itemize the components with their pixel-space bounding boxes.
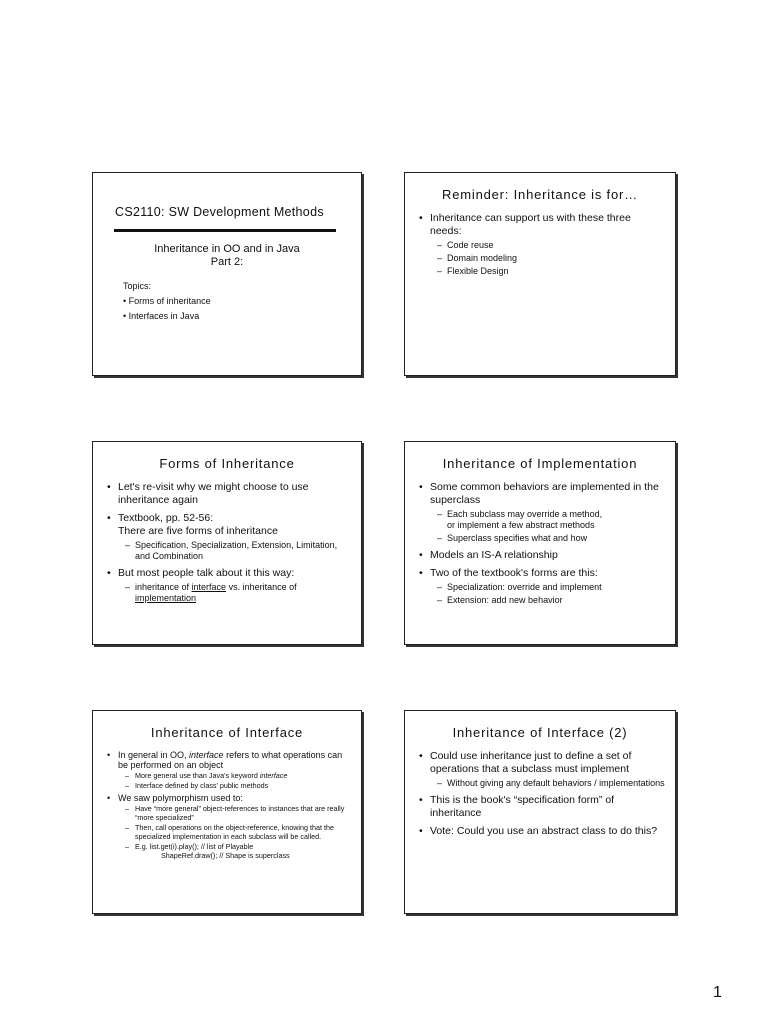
slide-6 bbox=[404, 710, 676, 914]
sub-bullet-item: – Have “more general” object-references to instances that are really “more specialized” bbox=[125, 804, 345, 822]
bullet-item: • Inheritance can support us with these three needs: bbox=[419, 212, 665, 238]
bullet-list bbox=[419, 481, 665, 606]
topics-list bbox=[123, 279, 361, 324]
slide-title: Inheritance of Implementation bbox=[442, 456, 638, 471]
title-rule bbox=[114, 229, 336, 232]
topics-label: Topics: bbox=[123, 281, 152, 291]
bullet-list bbox=[107, 481, 351, 604]
slide-title: Inheritance of Interface bbox=[150, 725, 304, 740]
sub-bullet-item: – Then, call operations on the object-reference, knowing that the specialized implementation in each subclass will be called. bbox=[125, 823, 334, 841]
sub-bullet-item: – inheritance of interface vs. inheritance of implementation bbox=[125, 582, 297, 603]
sub-bullet-item: – Flexible Design bbox=[437, 266, 509, 276]
slide-2 bbox=[404, 172, 676, 376]
slide-title: Forms of Inheritance bbox=[159, 456, 295, 471]
bullet-item: • Some common behaviors are implemented in the superclass bbox=[419, 481, 665, 507]
slide-subtitle: Inheritance in OO and in Java Part 2: bbox=[154, 243, 300, 268]
topic-item: • Forms of inheritance bbox=[123, 296, 211, 306]
bullet-item: • Models an IS-A relationship bbox=[419, 549, 665, 562]
sub-bullet-item: – Code reuse bbox=[437, 240, 494, 250]
slide-title: Inheritance of Interface (2) bbox=[452, 725, 628, 740]
sub-bullet-item: – Domain modeling bbox=[437, 253, 518, 263]
sub-bullet-item: – Specialization: override and implement bbox=[437, 582, 602, 592]
sub-bullet-item: – Interface defined by class' public methods bbox=[125, 781, 269, 790]
bullet-item: • Let's re-visit why we might choose to use inheritance again bbox=[107, 481, 351, 507]
slide-title: Reminder: Inheritance is for… bbox=[442, 187, 638, 202]
sub-bullet-item: – Without giving any default behaviors / implementations bbox=[437, 778, 665, 788]
bullet-item: • In general in OO, interface refers to what operations can be performed on an object bbox=[107, 750, 351, 770]
bullet-item: • But most people talk about it this way: bbox=[107, 567, 351, 580]
sub-bullet-item: – Each subclass may override a method, or implement a few abstract methods bbox=[437, 509, 603, 530]
sub-bullet-item: – Extension: add new behavior bbox=[437, 595, 563, 605]
slide-3 bbox=[92, 441, 362, 645]
slide-1 bbox=[92, 172, 362, 376]
bullet-item: • Textbook, pp. 52-56: There are five forms of inheritance bbox=[107, 512, 351, 538]
bullet-list bbox=[419, 212, 665, 277]
sub-bullet-item: – Specification, Specialization, Extension, Limitation, and Combination bbox=[125, 540, 338, 561]
sub-bullet-item: – More general use than Java's keyword interface bbox=[125, 771, 288, 780]
bullet-item: • This is the book's “specification form” of inheritance bbox=[419, 794, 665, 820]
bullet-list bbox=[107, 750, 351, 860]
bullet-item: • We saw polymorphism used to: bbox=[107, 793, 351, 803]
slide-5 bbox=[92, 710, 362, 914]
slide-title: CS2110: SW Development Methods bbox=[115, 205, 324, 219]
sub-bullet-item: – Superclass specifies what and how bbox=[437, 533, 588, 543]
bullet-item: • Could use inheritance just to define a set of operations that a subclass must implement bbox=[419, 750, 665, 776]
sub-bullet-item: – E.g. list.get(i).play(); // list of Playable ShapeRef.draw(); // Shape is superclass bbox=[125, 842, 290, 860]
bullet-list bbox=[419, 750, 665, 838]
page-number: 1 bbox=[713, 984, 722, 1001]
slide-4 bbox=[404, 441, 676, 645]
bullet-item: • Two of the textbook's forms are this: bbox=[419, 567, 665, 580]
bullet-item: • Vote: Could you use an abstract class to do this? bbox=[419, 825, 665, 838]
topic-item: • Interfaces in Java bbox=[123, 311, 200, 321]
